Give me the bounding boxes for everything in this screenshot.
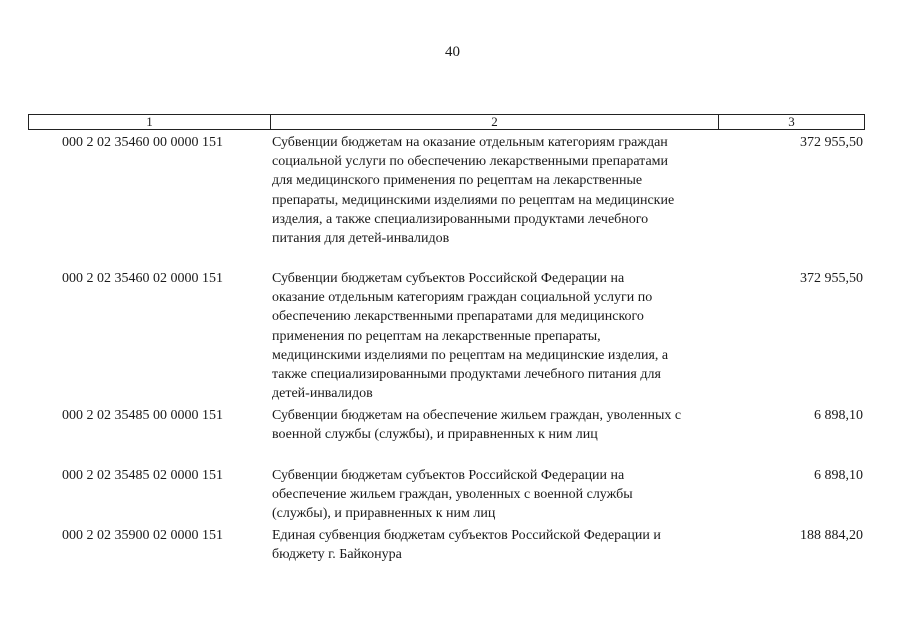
description-line: оказание отдельным категориям граждан социальной услуги по bbox=[272, 290, 653, 306]
table-header-col-1: 1 bbox=[146, 114, 153, 129]
description-line: применения по рецептам на лекарственные препараты, bbox=[272, 328, 601, 344]
budget-code: 000 2 02 35485 02 0000 151 bbox=[62, 468, 223, 483]
amount: 372 955,50 bbox=[800, 271, 863, 286]
description-line: (службы), и приравненных к ним лиц bbox=[272, 506, 496, 522]
budget-code: 000 2 02 35900 02 0000 151 bbox=[62, 528, 223, 543]
table-header bbox=[28, 114, 865, 130]
row-description bbox=[272, 133, 737, 248]
description-line: обеспечению лекарственными препаратами для медицинского bbox=[272, 309, 644, 325]
description-line: Субвенции бюджетам на оказание отдельным категориям граждан bbox=[272, 135, 668, 150]
description-line: бюджету г. Байконура bbox=[272, 547, 402, 563]
row-description bbox=[272, 526, 737, 564]
description-line: Субвенции бюджетам субъектов Российской Федерации на bbox=[272, 468, 625, 483]
description-line: военной службы (службы), и приравненных к ним лиц bbox=[272, 427, 598, 443]
description-line: социальной услуги по обеспечению лекарственными препаратами bbox=[272, 154, 669, 170]
table-header-col-3: 3 bbox=[718, 115, 864, 129]
budget-code: 000 2 02 35485 00 0000 151 bbox=[62, 408, 223, 423]
description-line: обеспечение жильем граждан, уволенных с военной службы bbox=[272, 487, 633, 503]
table-header-col-2: 2 bbox=[270, 115, 718, 129]
description-line: питания для детей-инвалидов bbox=[272, 231, 450, 247]
row-description bbox=[272, 269, 737, 403]
amount: 6 898,10 bbox=[814, 408, 863, 423]
description-line: Единая субвенция бюджетам субъектов Российской Федерации и bbox=[272, 528, 661, 543]
description-line: Субвенции бюджетам субъектов Российской Федерации на bbox=[272, 271, 625, 286]
description-line: препараты, медицинскими изделиями по рецептам на медицинские bbox=[272, 192, 675, 208]
amount: 6 898,10 bbox=[814, 468, 863, 483]
description-line: детей-инвалидов bbox=[272, 386, 373, 402]
description-line: медицинскими изделиями по рецептам на медицинские изделия, а bbox=[272, 347, 669, 363]
description-line: Субвенции бюджетам на обеспечение жильем граждан, уволенных с bbox=[272, 408, 682, 423]
amount: 188 884,20 bbox=[800, 528, 863, 543]
amount: 372 955,50 bbox=[800, 135, 863, 150]
description-line: изделия, а также специализированными продуктами лечебного bbox=[272, 211, 649, 227]
description-line: для медицинского применения по рецептам на лекарственные bbox=[272, 173, 643, 189]
budget-code: 000 2 02 35460 00 0000 151 bbox=[62, 135, 223, 150]
row-description bbox=[272, 466, 737, 524]
budget-code: 000 2 02 35460 02 0000 151 bbox=[62, 271, 223, 286]
page-number: 40 bbox=[445, 44, 460, 60]
description-line: также специализированными продуктами лечебного питания для bbox=[272, 367, 661, 383]
row-description bbox=[272, 406, 737, 444]
